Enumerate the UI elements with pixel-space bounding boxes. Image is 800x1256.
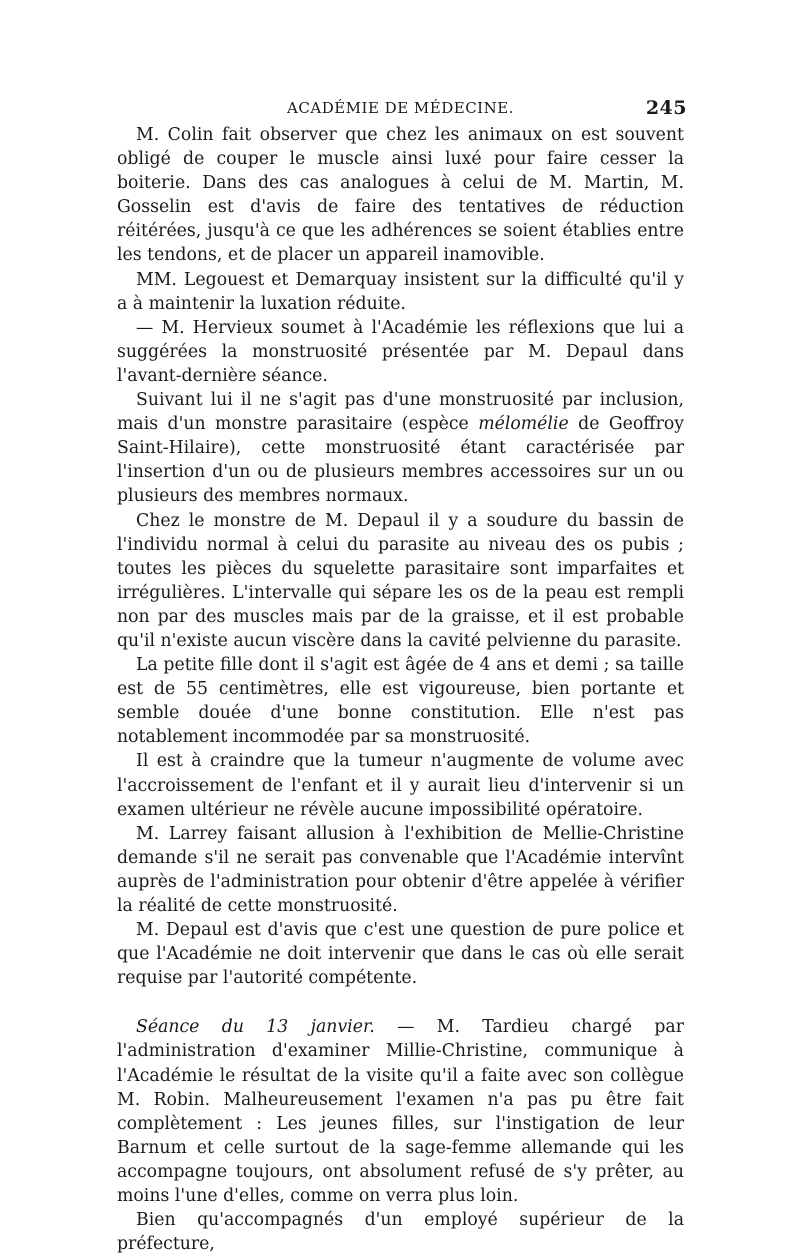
paragraph-petite-fille: La petite fille dont il s'agit est âgée de 4 ans et demi ; sa taille est de 55 centimètres, elle est vigoureuse, bien portante et semble douée d'une bonne constitution. Elle n'est pas notablement incommodée par sa monstruosité.	[117, 655, 684, 748]
paragraph-parasitaire-text-b: de Geoffroy Saint-Hilaire), cette monstruosité étant caractérisée par l'insertion d'un ou de plusieurs membres accessoires sur un ou plusieurs des membres normaux.	[117, 414, 685, 507]
body-text	[117, 123, 684, 1256]
paragraph-legouest: MM. Legouest et Demarquay insistent sur la difficulté qu'il y a à maintenir la luxation réduite.	[117, 269, 684, 314]
paragraph-depaul-police: M. Depaul est d'avis que c'est une question de pure police et que l'Académie ne doit intervenir que dans le cas où elle serait requise par l'autorité compétente.	[117, 920, 684, 989]
paragraph-parasitaire	[117, 388, 684, 508]
paragraph-depaul-monster: Chez le monstre de M. Depaul il y a soudure du bassin de l'individu normal à celui du parasite au niveau des os pubis ; toutes les pièces du squelette parasitaire sont imparfaites et irrégulières. L'intervalle qui sépare les os de la peau est rempli non par des muscles mais par de la graisse, et il est probable qu'il n'existe aucun viscère dans la cavité pelvienne du parasite.	[117, 510, 684, 651]
running-head	[117, 97, 687, 123]
paragraph-parasitaire-text-a: Suivant lui il ne s'agit pas d'une monstruosité par inclusion, mais d'un monstre parasitaire (espèce	[117, 390, 684, 435]
paragraph-bien: Bien qu'accompagnés d'un employé supérieur de la préfecture,	[117, 1210, 684, 1255]
paragraph-larrey: M. Larrey faisant allusion à l'exhibition de Mellie-Christine demande s'il ne serait pas convenable que l'Académie intervînt auprès de l'administration pour obtenir d'être appelée à vérifier la réalité de cette monstruosité.	[117, 823, 684, 916]
session-text: — M. Tardieu chargé par l'administration d'examiner Millie-Christine, communique à l'Académie le résultat de la visite qu'il a faite avec son collègue M. Robin. Malheureusement l'examen n'a pas pu être fait complètement : Les jeunes filles, sur l'instigation de leur Barnum et celle surtout de la sage-femme allemande qui les accompagne toujours, ont absolument refusé de s'y prêter, au moins l'une d'elles, comme on verra plus loin.	[117, 1017, 684, 1207]
page-number: 245	[645, 97, 687, 119]
section-gap	[117, 990, 684, 1015]
paragraph-seance	[117, 1015, 684, 1208]
session-heading: Séance du 13 janvier.	[136, 1017, 375, 1038]
species-term: mélomélie	[478, 414, 569, 435]
paragraph-colin: M. Colin fait observer que chez les animaux on est souvent obligé de couper le muscle ainsi luxé pour faire cesser la boiterie. Dans des cas analogues à celui de M. Martin, M. Gosselin est d'avis de faire des tentatives de réduction réitérées, jusqu'à ce que les adhérences se soient établies entre les tendons, et de placer un appareil inamovible.	[117, 125, 684, 266]
paragraph-tumeur: Il est à craindre que la tumeur n'augmente de volume avec l'accroissement de l'enfant et il y aurait lieu d'intervenir si un examen ultérieur ne révèle aucune impossibilité opératoire.	[117, 751, 684, 820]
running-title: ACADÉMIE DE MÉDECINE.	[287, 99, 514, 117]
paragraph-hervieux: — M. Hervieux soumet à l'Académie les réflexions que lui a suggérées la monstruosité présentée par M. Depaul dans l'avant-dernière séance.	[117, 317, 684, 386]
